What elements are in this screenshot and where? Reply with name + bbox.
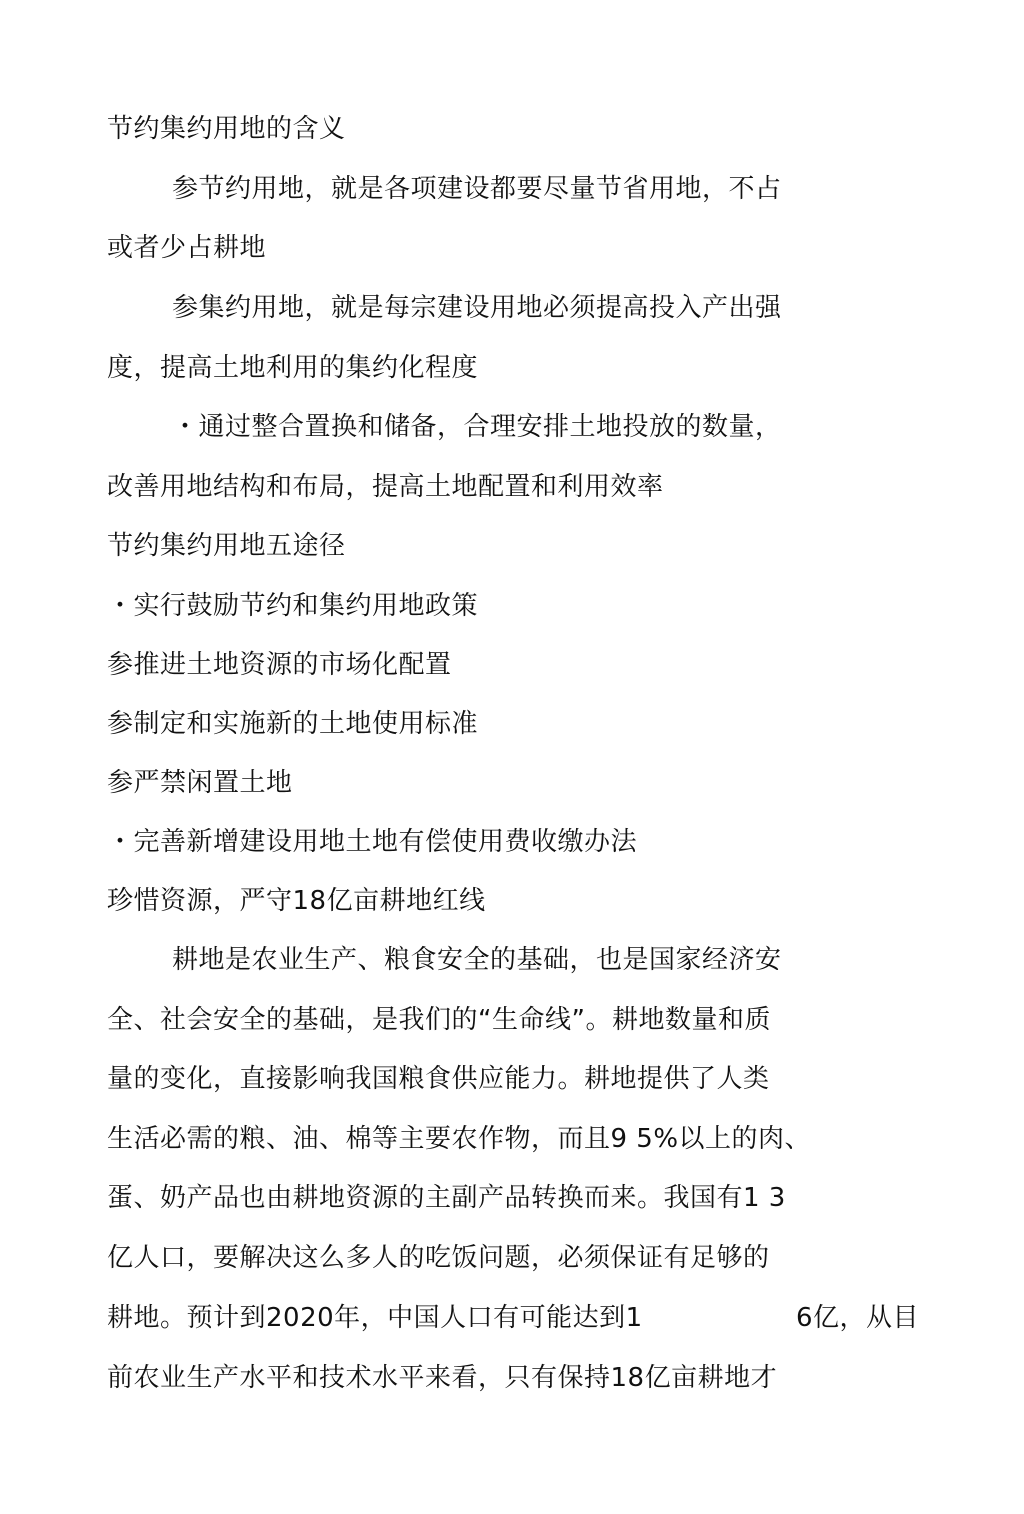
list-item: 参严禁闲置土地 [107,768,293,798]
section-heading-approaches: 节约集约用地五途径 [107,531,346,561]
paragraph-line: 前农业生产水平和技术水平来看，只有保持18亿亩耕地才 [107,1363,778,1393]
paragraph-line: 耕地是农业生产、粮食安全的基础，也是国家经济安 [172,945,782,975]
paragraph-line: 生活必需的粮、油、棉等主要农作物，而且9 5%以上的肉、 [107,1124,812,1154]
paragraph-line: 参节约用地，就是各项建设都要尽量节省用地，不占 [172,174,782,204]
paragraph-line-fragment: 6亿，从目 [796,1303,920,1333]
paragraph-line: 亿人口，要解决这么多人的吃饭问题，必须保证有足够的 [107,1243,770,1273]
paragraph-line: 或者少占耕地 [107,233,267,263]
paragraph-line: 参集约用地，就是每宗建设用地必须提高投入产出强 [172,293,782,323]
paragraph-line: ・通过整合置换和储备，合理安排土地投放的数量， [172,412,782,442]
paragraph-line: 改善用地结构和布局，提高土地配置和利用效率 [107,472,664,502]
paragraph-line: 全、社会安全的基础，是我们的“生命线”。耕地数量和质 [107,1005,771,1035]
list-item: 参推进土地资源的市场化配置 [107,650,452,680]
list-item: ・实行鼓励节约和集约用地政策 [107,591,479,621]
list-item: 参制定和实施新的土地使用标准 [107,709,479,739]
paragraph-line: 蛋、奶产品也由耕地资源的主副产品转换而来。我国有1 3 [107,1183,786,1213]
section-heading-meaning: 节约集约用地的含义 [107,114,346,144]
section-heading-redline: 珍惜资源，严守18亿亩耕地红线 [107,886,486,916]
paragraph-line: 耕地。预计到2020年，中国人口有可能达到1 [107,1303,643,1333]
paragraph-line: 度，提高土地利用的集约化程度 [107,353,479,383]
list-item: ・完善新增建设用地土地有偿使用费收缴办法 [107,827,638,857]
paragraph-line: 量的变化，直接影响我国粮食供应能力。耕地提供了人类 [107,1064,770,1094]
